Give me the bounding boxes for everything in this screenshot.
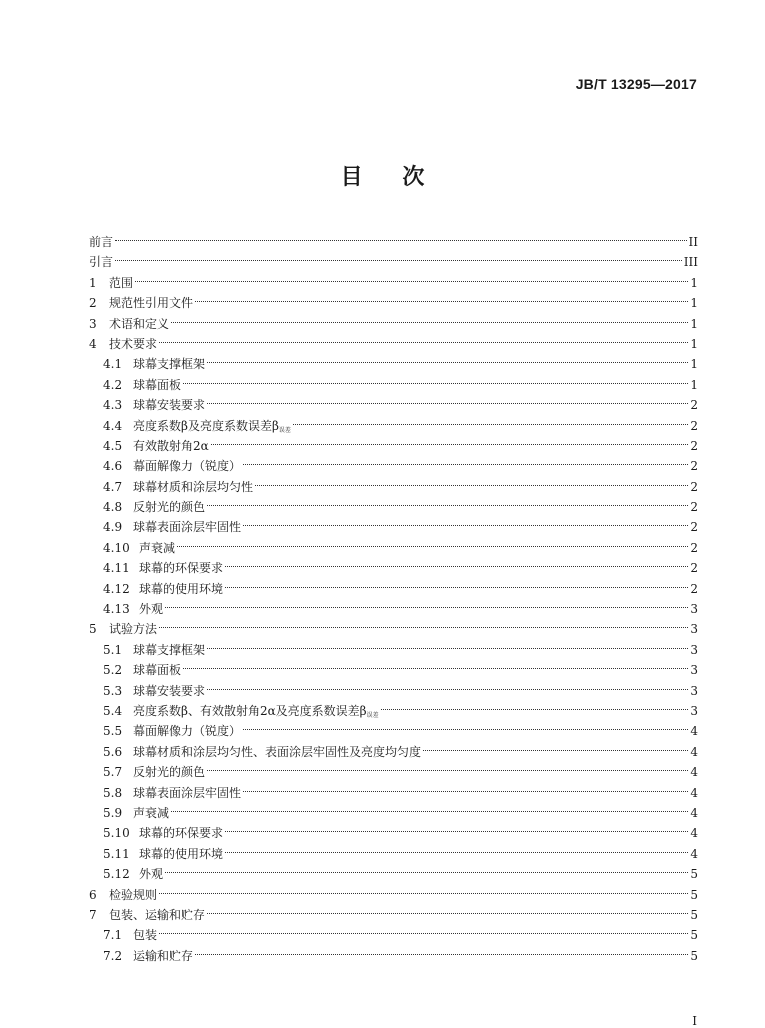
toc-entry-number: 4.11 xyxy=(103,561,130,576)
toc-entry-number: 4.10 xyxy=(103,540,130,555)
toc-entry-label: 外观 xyxy=(139,602,164,617)
toc-entry-page: 3 xyxy=(690,622,698,637)
toc-entry-number: 4.12 xyxy=(103,581,130,596)
toc-entry-number: 7.1 xyxy=(103,928,123,943)
toc-entry-label: 球幕材质和涂层均匀性、表面涂层牢固性及亮度均匀度 xyxy=(133,744,422,759)
toc-entry-number: 5 xyxy=(89,622,97,637)
toc-entry-number: 4.7 xyxy=(103,479,123,494)
toc-entry-page: 1 xyxy=(690,377,698,392)
toc-entry-subscript: 误差 xyxy=(278,426,291,434)
toc-entry-number: 5.5 xyxy=(103,724,123,739)
toc-entry-label: 前言 xyxy=(89,235,114,249)
toc-entry-page: 2 xyxy=(690,479,698,494)
toc-entry-number: 4.9 xyxy=(103,520,123,535)
toc-entry-page: 2 xyxy=(690,418,698,433)
toc-entry-number: 5.8 xyxy=(103,785,123,800)
toc-entry-number: 5.3 xyxy=(103,683,123,698)
toc-entry-page: 4 xyxy=(690,785,698,800)
dot-leader xyxy=(115,240,682,261)
dot-leader xyxy=(165,587,688,608)
dot-leader xyxy=(115,220,687,241)
toc-entry-label: 球幕支撑框架 xyxy=(133,642,206,657)
toc-entry-number: 4.2 xyxy=(103,377,123,392)
dot-leader xyxy=(225,832,688,853)
dot-leader xyxy=(225,546,688,567)
toc-entry-page: 5 xyxy=(690,867,698,882)
toc-title: 目 次 xyxy=(340,164,425,190)
toc-entry-page: 4 xyxy=(690,724,698,739)
dot-leader xyxy=(195,934,688,955)
dot-leader xyxy=(171,791,688,812)
toc-entry-number: 4.5 xyxy=(103,438,123,453)
toc-entry-label: 规范性引用文件 xyxy=(109,296,194,311)
dot-leader xyxy=(207,485,688,506)
toc-entry-label: 包装 xyxy=(133,928,158,943)
toc-entry-subscript: 误差 xyxy=(366,711,379,719)
toc-entry-label: 幕面解像力（锐度） xyxy=(133,459,242,474)
dot-leader xyxy=(243,444,688,465)
dot-leader xyxy=(159,322,688,343)
toc-entry-page: 2 xyxy=(690,438,698,453)
toc-entry-label: 球幕面板 xyxy=(133,663,182,678)
toc-entry-page: 4 xyxy=(690,765,698,780)
toc-entry-label: 球幕支撑框架 xyxy=(133,357,206,372)
toc-entry[interactable] xyxy=(89,939,698,963)
toc-entry-label: 包装、运输和贮存 xyxy=(109,907,206,922)
toc-entry-number: 4 xyxy=(89,336,97,351)
toc-entry-page: 1 xyxy=(690,296,698,311)
toc-entry-label: 球幕安装要求 xyxy=(133,683,206,698)
toc-entry-label: 球幕表面涂层牢固性 xyxy=(133,785,242,800)
toc-entry-number: 3 xyxy=(89,316,97,331)
toc-entry-number: 4.6 xyxy=(103,459,123,474)
toc-entry-number: 1 xyxy=(89,275,97,290)
table-of-contents xyxy=(89,225,698,963)
toc-entry-number: 5.6 xyxy=(103,744,123,759)
toc-entry-number: 5.7 xyxy=(103,765,123,780)
toc-entry-label: 反射光的颜色 xyxy=(133,765,206,780)
toc-entry-label: 球幕的环保要求 xyxy=(139,826,224,841)
toc-entry-page: II xyxy=(688,235,698,249)
toc-entry-page: 3 xyxy=(690,703,698,718)
dot-leader xyxy=(243,771,688,792)
toc-entry-page: 1 xyxy=(690,336,698,351)
toc-entry-label: 技术要求 xyxy=(109,336,158,351)
dot-leader xyxy=(423,730,688,751)
toc-entry-page: 3 xyxy=(690,683,698,698)
dot-leader xyxy=(225,567,688,588)
toc-entry-number: 2 xyxy=(89,296,97,311)
toc-entry-label: 球幕材质和涂层均匀性 xyxy=(133,479,254,494)
toc-entry-label: 球幕的使用环境 xyxy=(139,846,224,861)
toc-entry-label: 亮度系数β及亮度系数误差$\beta_{误差}$ xyxy=(133,418,291,434)
dot-leader xyxy=(183,648,688,669)
toc-entry-number: 6 xyxy=(89,887,97,902)
toc-entry-number: 4.13 xyxy=(103,602,130,617)
toc-entry-page: 5 xyxy=(690,887,698,902)
toc-entry-page: 1 xyxy=(690,357,698,372)
toc-entry-page: 5 xyxy=(690,928,698,943)
toc-entry-number: 4.3 xyxy=(103,398,123,413)
toc-entry-label: 球幕的环保要求 xyxy=(139,561,224,576)
toc-entry-page: 2 xyxy=(690,520,698,535)
dot-leader xyxy=(135,261,688,282)
dot-leader xyxy=(243,709,688,730)
toc-entry-page: 3 xyxy=(690,602,698,617)
dot-leader xyxy=(211,424,689,445)
dot-leader xyxy=(159,873,688,894)
toc-entry-number: 4.4 xyxy=(103,418,123,433)
toc-entry-label: 试验方法 xyxy=(109,622,158,637)
toc-entry-label: 运输和贮存 xyxy=(133,948,194,963)
toc-entry-label: 有效散射角2α xyxy=(133,438,209,453)
toc-entry-page: 4 xyxy=(690,846,698,861)
toc-entry-number: 5.1 xyxy=(103,642,123,657)
toc-entry-number: 5.9 xyxy=(103,805,123,820)
toc-entry-label: 反射光的颜色 xyxy=(133,500,206,515)
toc-entry-page: 4 xyxy=(690,744,698,759)
toc-entry-page: 5 xyxy=(690,907,698,922)
toc-entry-label: 球幕的使用环境 xyxy=(139,581,224,596)
dot-leader xyxy=(207,750,688,771)
toc-entry-label: 声衰减 xyxy=(139,540,176,555)
toc-entry-number: 5.10 xyxy=(103,826,130,841)
dot-leader xyxy=(255,465,688,486)
dot-leader xyxy=(243,505,688,526)
toc-entry-label: 亮度系数β、有效散射角2α及亮度系数误差$\beta_{误差}$ xyxy=(133,703,379,719)
dot-leader xyxy=(159,607,688,628)
dot-leader xyxy=(207,342,688,363)
toc-entry-number: 4.1 xyxy=(103,357,123,372)
toc-entry-label: 术语和定义 xyxy=(109,316,170,331)
dot-leader xyxy=(225,811,688,832)
toc-entry-number: 7 xyxy=(89,907,97,922)
dot-leader xyxy=(183,363,688,384)
toc-entry-page: 2 xyxy=(690,561,698,576)
standard-code: JB/T 13295—2017 xyxy=(575,76,697,92)
toc-entry-page: 4 xyxy=(690,805,698,820)
toc-entry-label: 引言 xyxy=(89,255,114,270)
toc-entry-label: 外观 xyxy=(139,867,164,882)
dot-leader xyxy=(381,689,689,710)
toc-entry-page: 2 xyxy=(690,540,698,555)
toc-entry-page: 2 xyxy=(690,398,698,413)
toc-entry-label: 声衰减 xyxy=(133,805,170,820)
toc-entry-page: 2 xyxy=(690,500,698,515)
dot-leader xyxy=(171,302,688,323)
toc-entry-page: 4 xyxy=(690,826,698,841)
dot-leader xyxy=(195,281,688,302)
toc-entry-page: III xyxy=(683,255,698,270)
toc-entry-number: 4.8 xyxy=(103,500,123,515)
toc-entry-number: 5.4 xyxy=(103,703,123,718)
toc-entry-label: 球幕安装要求 xyxy=(133,398,206,413)
toc-entry-page: 2 xyxy=(690,459,698,474)
dot-leader xyxy=(293,404,688,425)
toc-entry-number: 5.2 xyxy=(103,663,123,678)
toc-entry-page: 3 xyxy=(690,663,698,678)
toc-entry-label: 检验规则 xyxy=(109,887,158,902)
toc-entry-label: 范围 xyxy=(109,275,134,290)
toc-entry-label: 球幕面板 xyxy=(133,377,182,392)
dot-leader xyxy=(159,913,688,934)
page-folio: I xyxy=(692,1014,697,1028)
toc-entry-number: 5.11 xyxy=(103,846,130,861)
toc-entry-page: 2 xyxy=(690,581,698,596)
toc-entry-page: 5 xyxy=(690,948,698,963)
dot-leader xyxy=(207,669,688,690)
dot-leader xyxy=(177,526,688,547)
toc-entry-number: 5.12 xyxy=(103,867,130,882)
dot-leader xyxy=(207,893,688,914)
toc-entry-page: 1 xyxy=(690,316,698,331)
dot-leader xyxy=(207,383,688,404)
toc-entry-page: 3 xyxy=(690,642,698,657)
toc-entry-number: 7.2 xyxy=(103,948,123,963)
dot-leader xyxy=(207,628,688,649)
toc-entry-label: 球幕表面涂层牢固性 xyxy=(133,520,242,535)
toc-entry-page: 1 xyxy=(690,275,698,290)
toc-entry-label: 幕面解像力（锐度） xyxy=(133,724,242,739)
dot-leader xyxy=(165,852,688,873)
